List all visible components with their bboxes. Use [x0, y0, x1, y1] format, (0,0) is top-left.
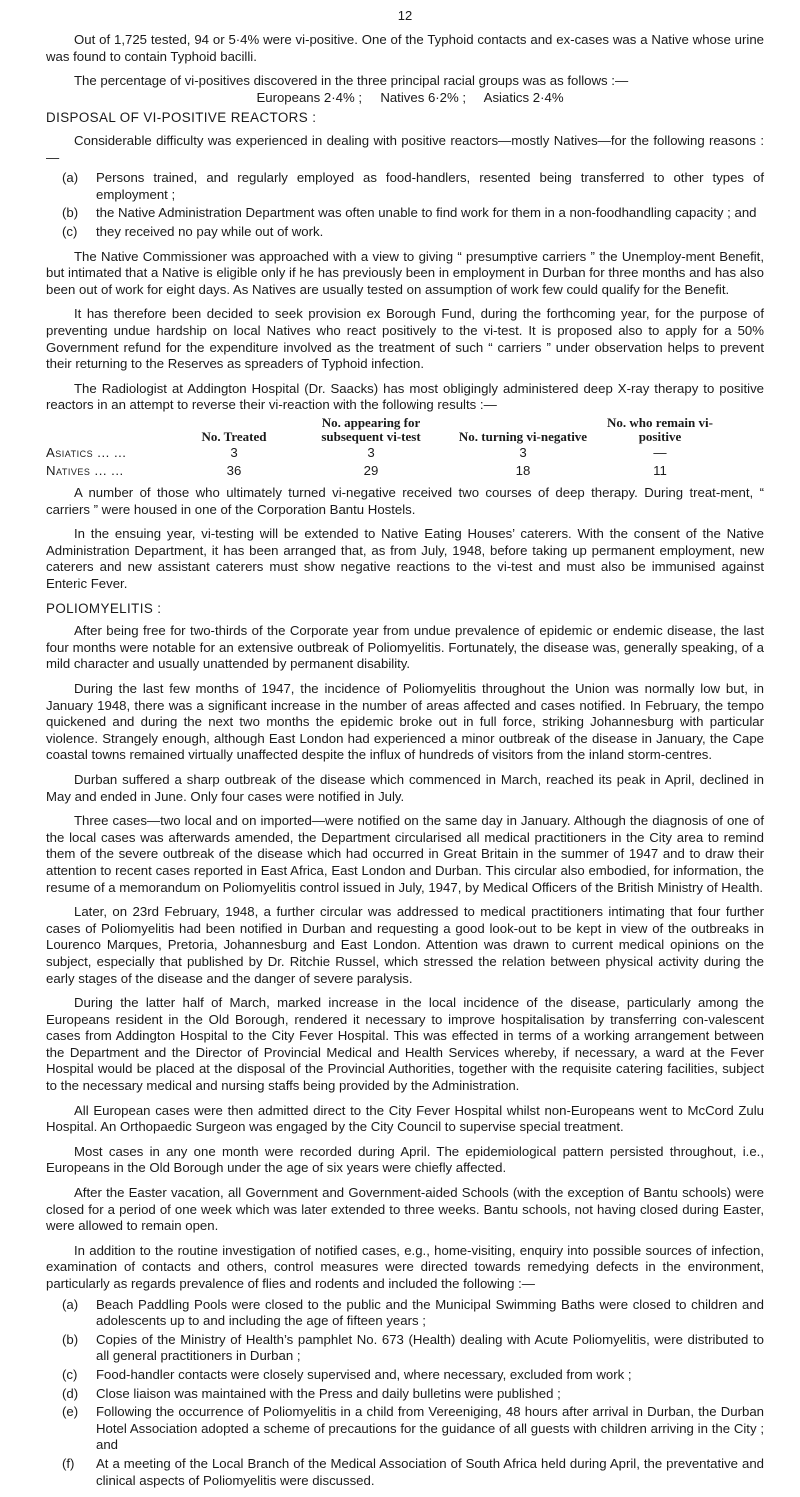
- xray-results-table: [46, 416, 726, 481]
- list-item-label: (b): [62, 205, 79, 221]
- list-item-label: (c): [62, 223, 78, 239]
- section-heading-poliomyelitis: POLIOMYELITIS :: [46, 600, 162, 616]
- paragraph: A number of those who ultimately turned vi-negative received two courses of deep therapy. During treat-ment, “ carriers ” were housed in one of the Corporation Bantu Hostels.: [46, 485, 764, 517]
- list-item-label: (f): [62, 1455, 75, 1471]
- table-cell: 11: [653, 463, 667, 479]
- paragraph: During the latter half of March, marked increase in the local incidence of the disease, particularly among the Europeans resident in the Old Borough, rendered it necessary to improve hospitalisation by transferring con-valescent cases from Addington Hospital to the City Fever Hospital. This was effected in terms of a working arrangement between the Department and the Director of Provincial Medical and Health Services whereby, if necessary, a ward at the Fever Hospital would be placed at the disposal of the Provincial Authorities, together with the requisite catering facilities, subject to the necessary medical and nursing staffs being provided by the Administration.: [46, 995, 764, 1094]
- list-item-label: (c): [62, 1366, 78, 1382]
- paragraph: Later, on 23rd February, 1948, a further circular was addressed to medical practitioners intimating that four further cases of Poliomyelitis had been notified in Durban and requesting a good look-out to be kept in view of the outbreaks in Lourenco Marques, Pretoria, Johannesburg and East London. Attention was drawn to current medical opinions on the subject, especially that published by Dr. Ritchie Russel, which stressed the relation between physical activity during the early stages of the disease and the danger of severe paralysis.: [46, 904, 764, 986]
- table-cell: —: [653, 444, 667, 460]
- list-item: [46, 1456, 764, 1489]
- paragraph: Most cases in any one month were recorded during April. The epidemiological pattern persisted throughout, i.e., Europeans in the Old Borough under the age of six years were chiefly affected.: [46, 1143, 764, 1176]
- list-item: [46, 205, 764, 222]
- table-row: [46, 444, 726, 463]
- control-measures-list: [46, 1297, 764, 1490]
- paragraph: The percentage of vi-positives discovered in the three principal racial groups was as follows :—: [74, 73, 629, 89]
- list-item: [46, 1367, 764, 1384]
- list-item-text: At a meeting of the Local Branch of the Medical Association of South Africa held during April, the preventative and clinical aspects of Poliomyelitis were discussed.: [96, 1455, 764, 1488]
- table-cell: 18: [515, 463, 531, 479]
- paragraph: Out of 1,725 tested, 94 or 5·4% were vi-positive. One of the Typhoid contacts and ex-cases was a Native whose urine was found to contain Typhoid bacilli.: [46, 32, 764, 64]
- paragraph: During the last few months of 1947, the incidence of Poliomyelitis throughout the Union was normally low but, in January 1948, there was a significant increase in the number of areas affected and cases notified. In February, the tempo quickened and during the next two months the epidemic broke out in full force, striking Johannesburg with particular violence. Strangely enough, although East London had experienced a minor outbreak of the disease in January, the Cape coastal towns remained virtually unaffected despite the influx of hundreds of visitors from the inland storm-centres.: [46, 681, 764, 763]
- list-item: [46, 224, 764, 241]
- list-item-label: (d): [62, 1385, 79, 1401]
- table-cell: 3: [519, 444, 527, 460]
- column-header: No. appearing for subsequent vi-test: [321, 414, 421, 444]
- list-item-label: (e): [62, 1404, 79, 1420]
- paragraph: All European cases were then admitted direct to the City Fever Hospital whilst non-Europeans went to McCord Zulu Hospital. An Orthopaedic Surgeon was engaged by the City Council to supervise special treatment.: [46, 1102, 764, 1135]
- column-header: No. Treated: [201, 428, 267, 444]
- paragraph: After the Easter vacation, all Government and Government-aided Schools (with the exception of Bantu schools) were closed for a period of one week which was later extended to three weeks. Bantu schools, not having closed during Easter, were allowed to remain open.: [46, 1185, 764, 1234]
- percentage-line: Europeans 2·4% ; Natives 6·2% ; Asiatics 2·4%: [256, 89, 564, 105]
- list-item-text: Close liaison was maintained with the Press and daily bulletins were published ;: [96, 1385, 561, 1401]
- list-item-text: Food-handler contacts were closely supervised and, where necessary, excluded from work ;: [96, 1366, 632, 1382]
- table-cell: 29: [363, 463, 379, 479]
- paragraph: Durban suffered a sharp outbreak of the disease which commenced in March, reached its peak in April, declined in May and ended in June. Only four cases were notified in July.: [46, 771, 764, 804]
- table-cell: 3: [367, 444, 375, 460]
- table-cell: 3: [230, 444, 238, 460]
- page-content: [46, 32, 764, 1497]
- paragraph: In addition to the routine investigation of notified cases, e.g., home-visiting, enquiry into possible sources of infection, examination of contacts and others, control measures were directed towards remedying defects in the environment, particularly as regards prevalence of flies and rodents and included the following :—: [46, 1242, 764, 1291]
- list-item: [46, 1332, 764, 1365]
- list-item-text: Persons trained, and regularly employed as food-handlers, resented being transferred to other types of employment ;: [96, 170, 764, 202]
- paragraph: The Native Commissioner was approached with a view to giving “ presumptive carriers ” the Unemploy-ment Benefit, but intimated that a Native is eligible only if he has previously been in employment in Durban for three months and has also been out of work for eight days. As Natives are usually tested on assumption of work few could qualify for the Benefit.: [46, 248, 764, 297]
- table-header-row: [46, 416, 726, 444]
- paragraph: Three cases—two local and on imported—were notified on the same day in January. Although the diagnosis of one of the local cases was afterwards amended, the Department circularised all medical practitioners in the City area to remind them of the severe outbreak of the disease which had occurred in Great Britain in the summer of 1947 and to draw their attention to recent cases reported in East Africa, East London and Durban. This circular also embodied, for information, the resume of a memorandum on Poliomyelitis control issued in July, 1947, by Medical Officers of the British Ministry of Health.: [46, 813, 764, 895]
- page-number: 12: [397, 8, 413, 23]
- list-item: [46, 1404, 764, 1454]
- paragraph: It has therefore been decided to seek provision ex Borough Fund, during the forthcoming year, for the purpose of preventing undue hardship on local Natives who react positively to the vi-test. It is proposed also to apply for a 50% Government refund for the expenditure involved as the treatment of such “ carriers ” under observation helps to prevent their returning to the Reserves as spreaders of Typhoid infection.: [46, 306, 764, 372]
- paragraph: After being free for two-thirds of the Corporate year from undue prevalence of epidemic or endemic disease, the last four months were notable for an extensive outbreak of Poliomyelitis. Fortunately, the disease was, generally speaking, of a mild character and usually unattended by permanent disability.: [46, 623, 764, 672]
- table-row: [46, 462, 726, 481]
- list-item-text: Copies of the Ministry of Health’s pamphlet No. 673 (Health) dealing with Acute Poliomyelitis, were distributed to all general practitioners in Durban ;: [96, 1331, 764, 1364]
- list-item: [46, 1297, 764, 1330]
- paragraph: Considerable difficulty was experienced in dealing with positive reactors—mostly Natives—for the following reasons :—: [46, 132, 764, 165]
- column-header: No. who remain vi-positive: [607, 414, 713, 444]
- table-cell: 36: [226, 463, 242, 479]
- paragraph: The Radiologist at Addington Hospital (Dr. Saacks) has most obligingly administered deep X-ray therapy to positive reactors in an attempt to reverse their vi-reaction with the following results :—: [46, 380, 764, 413]
- row-label: Natives ... ...: [46, 463, 124, 479]
- list-item: [46, 170, 764, 203]
- paragraph: In the ensuing year, vi-testing will be extended to Native Eating Houses’ caterers. With the consent of the Native Administration Department, it has been arranged that, as from July, 1948, before taking up permanent employment, new caterers and new assistant caterers must show negative reactions to the vi-test and must also be immunised against Enteric Fever.: [46, 526, 764, 592]
- list-item-text: Following the occurrence of Poliomyelitis in a child from Vereeniging, 48 hours after arrival in Durban, the Durban Hotel Association adopted a scheme of precautions for the guidance of all guests with children arriving in the City ; and: [96, 1404, 764, 1453]
- row-label: Asiatics ... ...: [46, 444, 127, 460]
- column-header: No. turning vi-negative: [458, 428, 588, 444]
- list-item-label: (b): [62, 1331, 79, 1347]
- list-item-label: (a): [62, 1296, 79, 1312]
- list-item-text: they received no pay while out of work.: [96, 223, 324, 239]
- section-heading-disposal: DISPOSAL OF VI-POSITIVE REACTORS :: [46, 110, 317, 126]
- reasons-list: [46, 170, 764, 240]
- list-item: [46, 1386, 764, 1403]
- list-item-text: the Native Administration Department was often unable to find work for them in a non-foodhandling capacity ; and: [96, 205, 757, 221]
- list-item-label: (a): [62, 170, 79, 186]
- list-item-text: Beach Paddling Pools were closed to the public and the Municipal Swimming Baths were closed to children and adolescents up to and including the age of fifteen years ;: [96, 1296, 764, 1329]
